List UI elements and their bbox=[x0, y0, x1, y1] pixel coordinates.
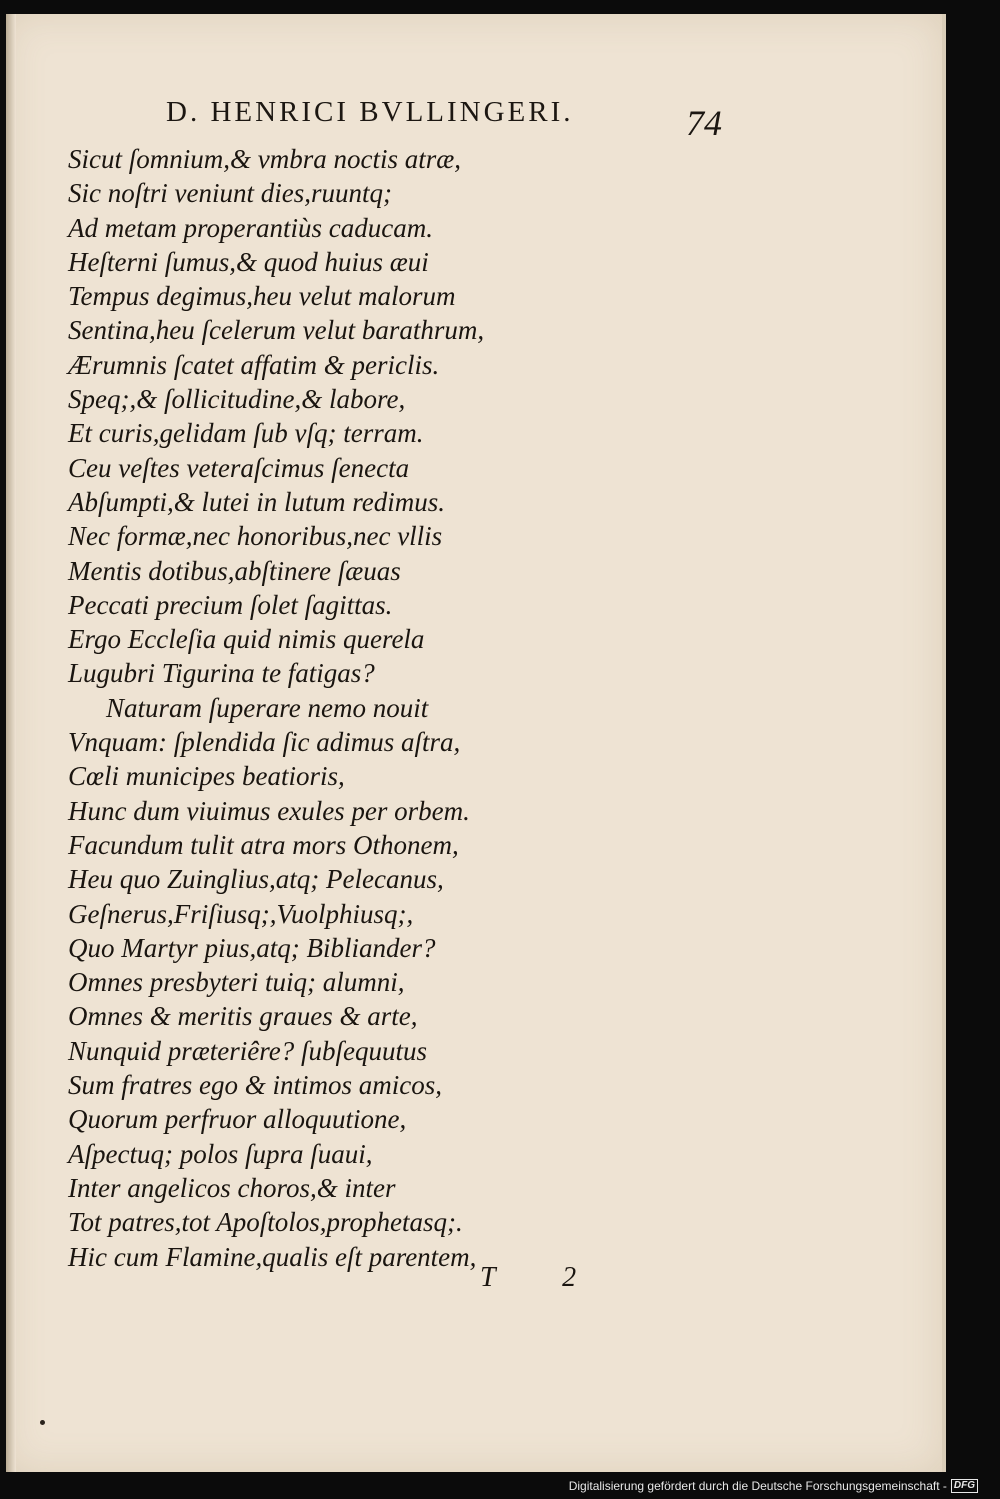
verse-line: Mentis dotibus,abſtinere ſæuas bbox=[68, 555, 401, 586]
book-page bbox=[6, 14, 946, 1472]
verse-line: Heſterni ſumus,& quod huius æui bbox=[68, 246, 429, 277]
verse-line: Ceu veſtes veteraſcimus ſenecta bbox=[68, 452, 410, 483]
verse-line: Tempus degimus,heu velut malorum bbox=[68, 281, 456, 312]
digitization-credit bbox=[569, 1479, 978, 1493]
verse-line: Sentina,heu ſcelerum velut barathrum, bbox=[68, 315, 485, 346]
page-number: 74 bbox=[686, 103, 722, 143]
verse-line: Vnquam: ſplendida ſic adimus aſtra, bbox=[68, 727, 461, 758]
verse-line: Facundum tulit atra mors Othonem, bbox=[68, 829, 459, 860]
verse-line: Sum fratres ego & intimos amicos, bbox=[68, 1070, 442, 1101]
verse-line: Peccati precium ſolet ſagittas. bbox=[68, 589, 393, 620]
verse-line: Omnes & meritis graues & arte, bbox=[68, 1001, 418, 1032]
verse-line: Sic noſtri veniunt dies,ruuntq; bbox=[68, 178, 392, 209]
verse-line: Geſnerus,Friſiusq;,Vuolphiusq;, bbox=[68, 898, 414, 929]
verse-line: Tot patres,tot Apoſtolos,prophetasq;. bbox=[68, 1207, 463, 1238]
verse-line: Et curis,gelidam ſub vſq; terram. bbox=[68, 418, 424, 449]
verse-line: Nec formæ,nec honoribus,nec vllis bbox=[68, 521, 443, 552]
verse-line: Cœli municipes beatioris, bbox=[68, 761, 345, 792]
ink-speck bbox=[40, 1420, 45, 1425]
verse-line: Speq;,& ſollicitudine,& labore, bbox=[68, 384, 406, 415]
verse-line: Nunquid præteriêre? ſubſequutus bbox=[68, 1035, 427, 1066]
credit-text: Digitalisierung gefördert durch die Deutsche Forschungsgemeinschaft - bbox=[568, 1479, 947, 1493]
verse-line: Heu quo Zuinglius,atq; Pelecanus, bbox=[68, 864, 444, 895]
running-title: D. HENRICI BVLLINGERI. bbox=[166, 96, 574, 128]
verse-line: Hic cum Flamine,qualis eſt parentem, bbox=[68, 1241, 477, 1272]
verse-line: Omnes presbyteri tuiq; alumni, bbox=[68, 967, 405, 998]
verse-line: Quorum perfruor alloquutione, bbox=[68, 1104, 407, 1135]
verse-line: Aſpectuq; polos ſupra ſuaui, bbox=[68, 1138, 373, 1169]
verse-line: Abſumpti,& lutei in lutum redimus. bbox=[68, 486, 445, 517]
verse-line: Quo Martyr pius,atq; Bibliander? bbox=[68, 932, 436, 963]
verse-block bbox=[68, 142, 484, 1274]
dfg-logo: DFG bbox=[951, 1479, 978, 1493]
verse-line: Ærumnis ſcatet affatim & periclis. bbox=[68, 349, 440, 380]
verse-line: Ad metam properantiùs caducam. bbox=[68, 212, 433, 243]
verse-line: Inter angelicos choros,& inter bbox=[68, 1172, 396, 1203]
verse-line: Sicut ſomnium,& vmbra noctis atræ, bbox=[68, 144, 461, 174]
verse-line: Hunc dum viuimus exules per orbem. bbox=[68, 795, 470, 826]
signature-mark: T 2 bbox=[480, 1262, 607, 1293]
verse-line: Naturam ſuperare nemo nouit bbox=[106, 692, 429, 723]
page-gutter-shadow bbox=[6, 14, 16, 1472]
verse-line: Lugubri Tigurina te fatigas? bbox=[68, 658, 375, 689]
verse-line: Ergo Eccleſia quid nimis querela bbox=[68, 624, 425, 655]
